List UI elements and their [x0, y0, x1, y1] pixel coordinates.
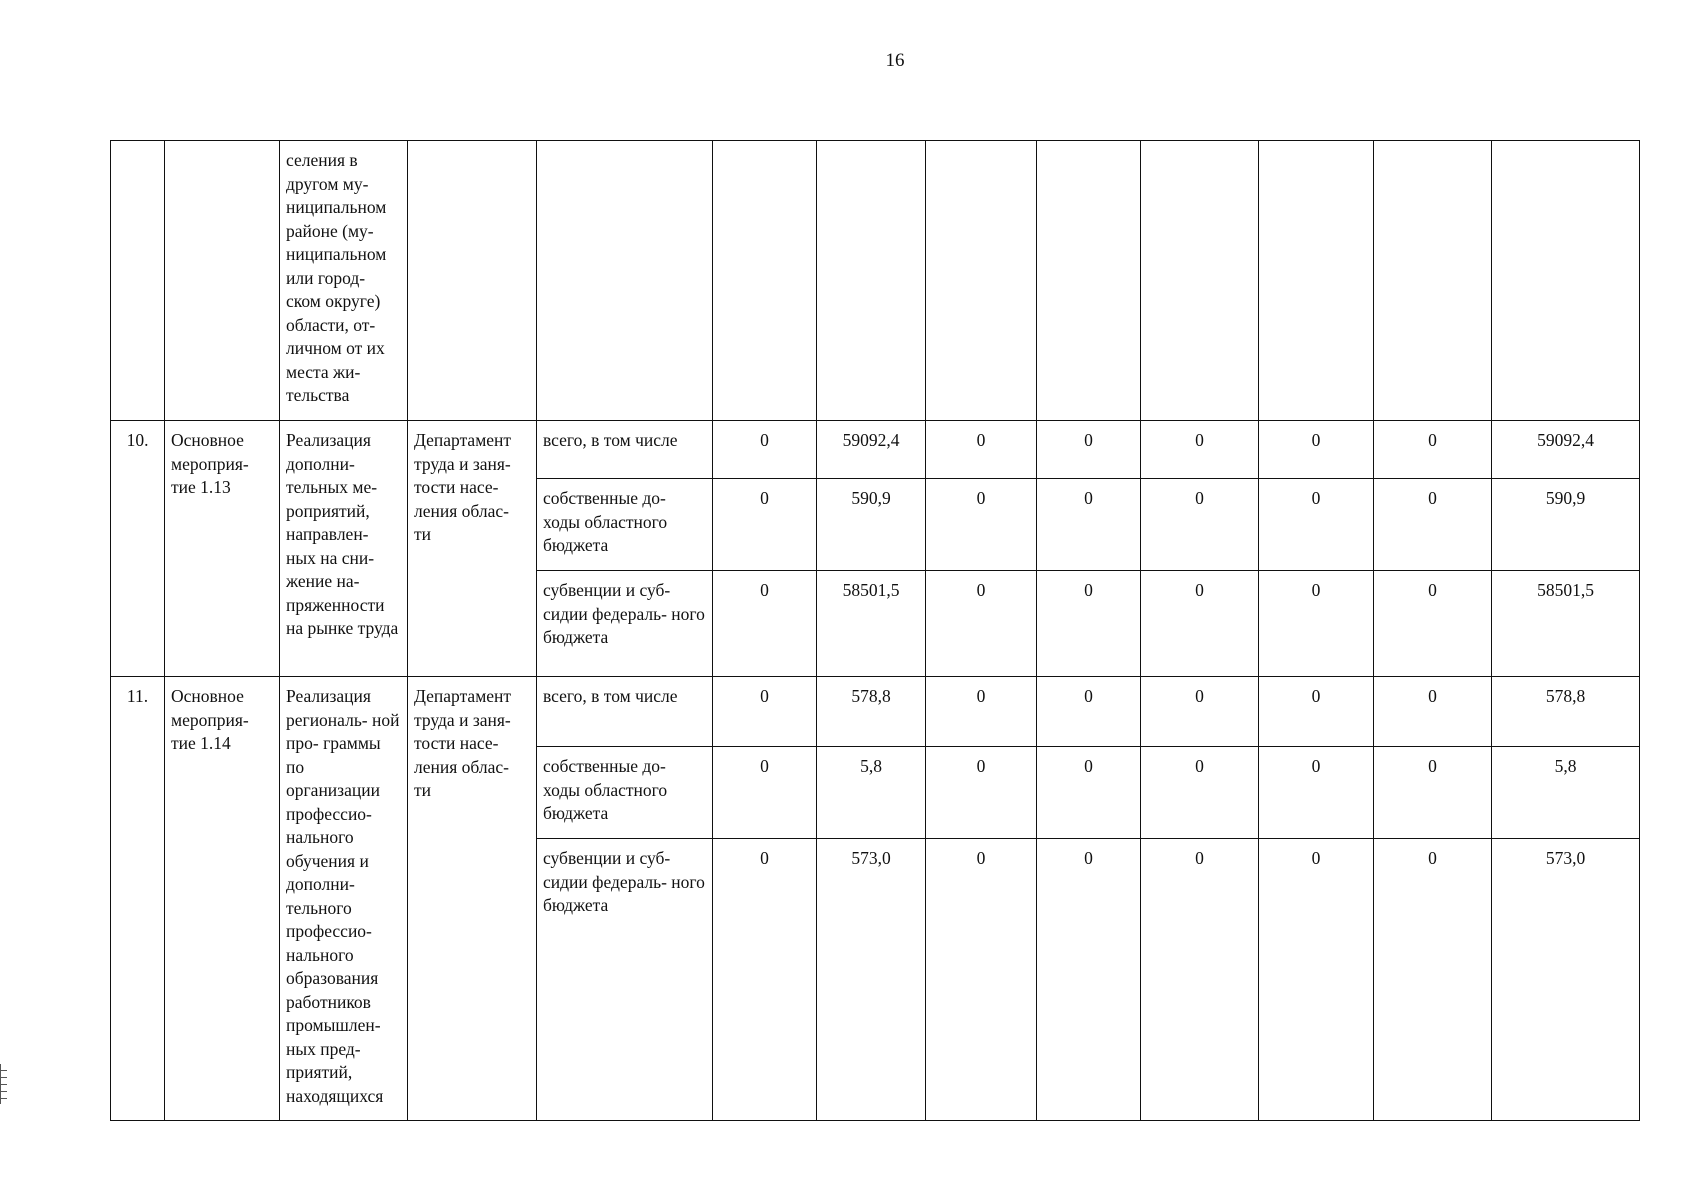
table-row — [111, 421, 1640, 479]
value-cell: 0 — [1374, 747, 1492, 839]
value-cell: 0 — [1141, 571, 1259, 677]
value-cell: 5,8 — [817, 747, 926, 839]
value-cell: 0 — [1037, 839, 1141, 1121]
value-cell: 0 — [713, 421, 817, 479]
value-cell: 0 — [1374, 677, 1492, 747]
value-cell: 0 — [1374, 479, 1492, 571]
table-cell — [1141, 141, 1259, 421]
value-cell: 0 — [713, 677, 817, 747]
value-cell: 59092,4 — [1492, 421, 1640, 479]
value-cell: 0 — [1037, 677, 1141, 747]
value-cell: 58501,5 — [1492, 571, 1640, 677]
value-cell: 0 — [926, 479, 1037, 571]
value-cell: 59092,4 — [817, 421, 926, 479]
row-index: 10. — [111, 421, 165, 677]
funding-source: всего, в том числе — [537, 677, 713, 747]
activity-name: Основное мероприя- тие 1.14 — [165, 677, 280, 1121]
value-cell: 0 — [713, 571, 817, 677]
value-cell: 0 — [1141, 677, 1259, 747]
page-number: 16 — [885, 50, 905, 71]
value-cell: 0 — [713, 747, 817, 839]
table-cell — [1374, 141, 1492, 421]
value-cell: 0 — [926, 839, 1037, 1121]
table-cell — [926, 141, 1037, 421]
table-cell — [165, 141, 280, 421]
continuation-text: селения в другом му- ниципальном районе (му- ниципальном или город- ском округе) области, от- личном от их места жи- тельства — [280, 141, 408, 421]
value-cell: 0 — [1374, 571, 1492, 677]
table-cell — [817, 141, 926, 421]
value-cell: 573,0 — [1492, 839, 1640, 1121]
table-cell — [537, 141, 713, 421]
value-cell: 0 — [1259, 421, 1374, 479]
value-cell: 0 — [713, 479, 817, 571]
table-cell — [111, 141, 165, 421]
funding-source: собственные до- ходы областного бюджета — [537, 479, 713, 571]
row-index: 11. — [111, 677, 165, 1121]
scan-margin-mark — [0, 1064, 7, 1104]
activity-description: Реализация региональ- ной про- граммы по организации профессио- нального обучения и дополни- тельного профессио- нального образования работников промышлен- ных пред- приятий, находящихся — [280, 677, 408, 1121]
value-cell: 58501,5 — [817, 571, 926, 677]
table-cell — [713, 141, 817, 421]
value-cell: 0 — [1037, 571, 1141, 677]
activity-name: Основное мероприя- тие 1.13 — [165, 421, 280, 677]
table-row — [111, 677, 1640, 747]
value-cell: 0 — [926, 677, 1037, 747]
table-cell — [1037, 141, 1141, 421]
table-cell — [1492, 141, 1640, 421]
value-cell: 0 — [1141, 479, 1259, 571]
budget-table — [110, 140, 1640, 1121]
value-cell: 0 — [926, 571, 1037, 677]
value-cell: 0 — [1037, 479, 1141, 571]
value-cell: 0 — [1037, 747, 1141, 839]
funding-source: всего, в том числе — [537, 421, 713, 479]
executor: Департамент труда и заня- тости насе- ления облас- ти — [408, 421, 537, 677]
value-cell: 0 — [1374, 839, 1492, 1121]
activity-description: Реализация дополни- тельных ме- роприятий, направлен- ных на сни- жение на- пряженности на рынке труда — [280, 421, 408, 677]
value-cell: 0 — [1259, 571, 1374, 677]
value-cell: 5,8 — [1492, 747, 1640, 839]
executor: Департамент труда и заня- тости насе- ления облас- ти — [408, 677, 537, 1121]
funding-source: собственные до- ходы областного бюджета — [537, 747, 713, 839]
value-cell: 0 — [1259, 677, 1374, 747]
value-cell: 590,9 — [1492, 479, 1640, 571]
value-cell: 0 — [1259, 479, 1374, 571]
value-cell: 578,8 — [1492, 677, 1640, 747]
value-cell: 0 — [926, 747, 1037, 839]
value-cell: 578,8 — [817, 677, 926, 747]
table-cell — [1259, 141, 1374, 421]
value-cell: 0 — [1141, 747, 1259, 839]
value-cell: 0 — [1374, 421, 1492, 479]
value-cell: 0 — [1141, 839, 1259, 1121]
continuation-row — [111, 141, 1640, 421]
value-cell: 590,9 — [817, 479, 926, 571]
value-cell: 0 — [1259, 839, 1374, 1121]
value-cell: 0 — [1259, 747, 1374, 839]
value-cell: 0 — [713, 839, 817, 1121]
funding-source: субвенции и суб- сидии федераль- ного бюджета — [537, 839, 713, 1121]
value-cell: 573,0 — [817, 839, 926, 1121]
table-cell — [408, 141, 537, 421]
value-cell: 0 — [926, 421, 1037, 479]
value-cell: 0 — [1141, 421, 1259, 479]
value-cell: 0 — [1037, 421, 1141, 479]
funding-source: субвенции и суб- сидии федераль- ного бюджета — [537, 571, 713, 677]
